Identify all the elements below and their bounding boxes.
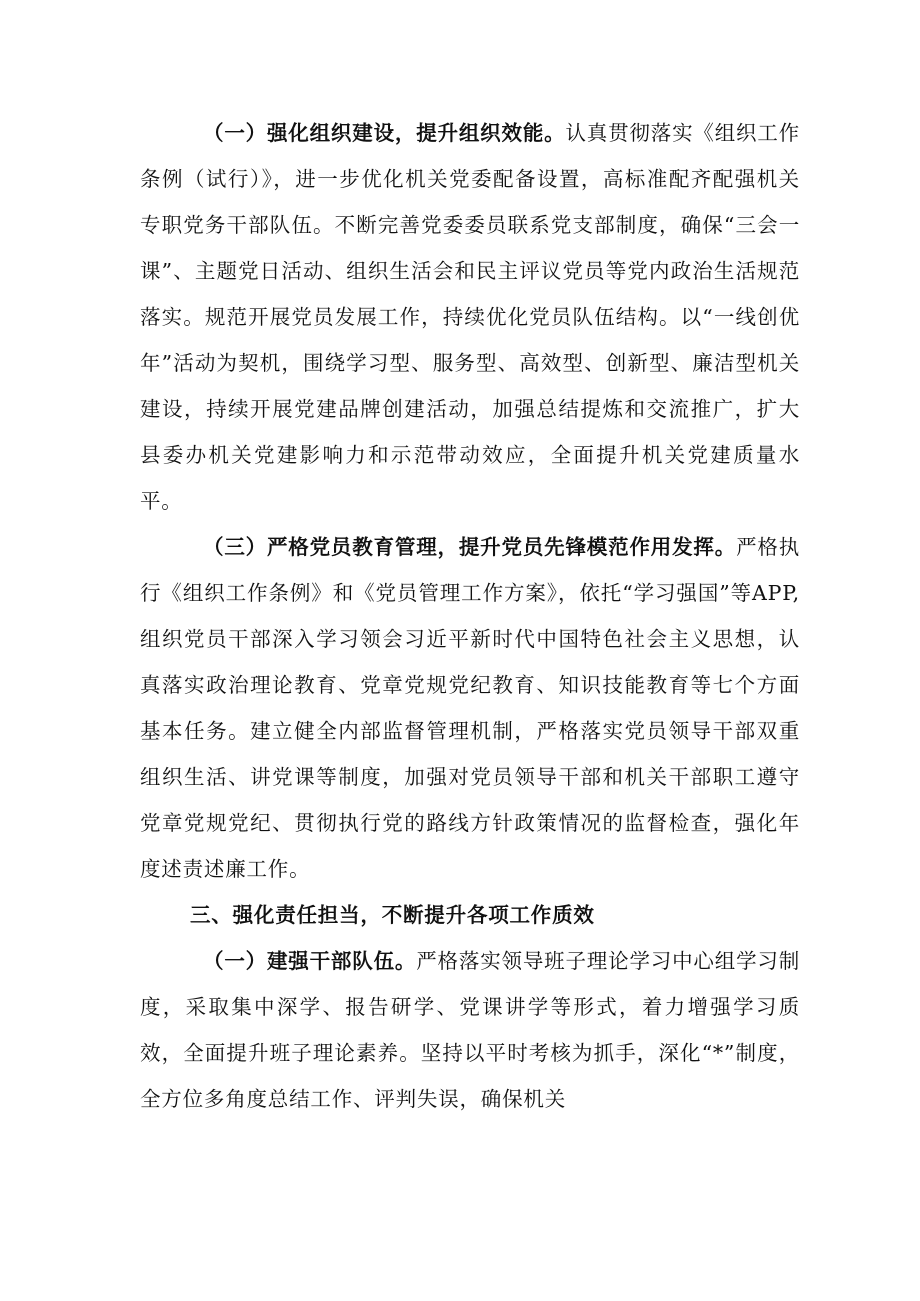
paragraph-lead: （一）建强干部队伍。 [203,949,417,973]
paragraph-cadre-team [140,938,800,1122]
paragraph-lead: （三）严格党员教育管理，提升党员先锋模范作用发挥。 [203,535,737,559]
section-heading: 三、强化责任担当，不断提升各项工作质效 [190,903,595,927]
paragraph-lead: （一）强化组织建设，提升组织效能。 [203,121,566,145]
document-body [140,110,800,1122]
paragraph-text: 认真贯彻落实《组织工作条例（试行）》，进一步优化机关党委配备设置，高标准配齐配强机关专职党务干部队伍。不断完善党委委员联系党支部制度，确保“三会一课”、主题党日活动、组织生活会和民主评议党员等党内政治生活规范落实。规范开展党员发展工作，持续优化党员队伍结构。以“一线创优年”活动为契机，围绕学习型、服务型、高效型、创新型、廉洁型机关建设，持续开展党建品牌创建活动，加强总结提炼和交流推广，扩大县委办机关党建影响力和示范带动效应，全面提升机关党建质量水平。 [140,121,800,513]
paragraph-text: 严格落实领导班子理论学习中心组学习制度，采取集中深学、报告研学、党课讲学等形式，着力增强学习质效，全面提升班子理论素养。坚持以平时考核为抓手，深化“*”制度，全方位多角度总结工作、评判失误，确保机关 [140,949,801,1111]
paragraph-member-education [140,524,800,892]
paragraph-org-construction [140,110,800,524]
paragraph-text: 严格执行《组织工作条例》和《党员管理工作方案》，依托“学习强国”等APP,组织党员干部深入学习领会习近平新时代中国特色社会主义思想，认真落实政治理论教育、党章党规党纪教育、知识技能教育等七个方面基本任务。建立健全内部监督管理机制，严格落实党员领导干部双重组织生活、讲党课等制度，加强对党员领导干部和机关干部职工遵守党章党规党纪、贯彻执行党的路线方针政策情况的监督检查，强化年度述责述廉工作。 [140,535,801,881]
